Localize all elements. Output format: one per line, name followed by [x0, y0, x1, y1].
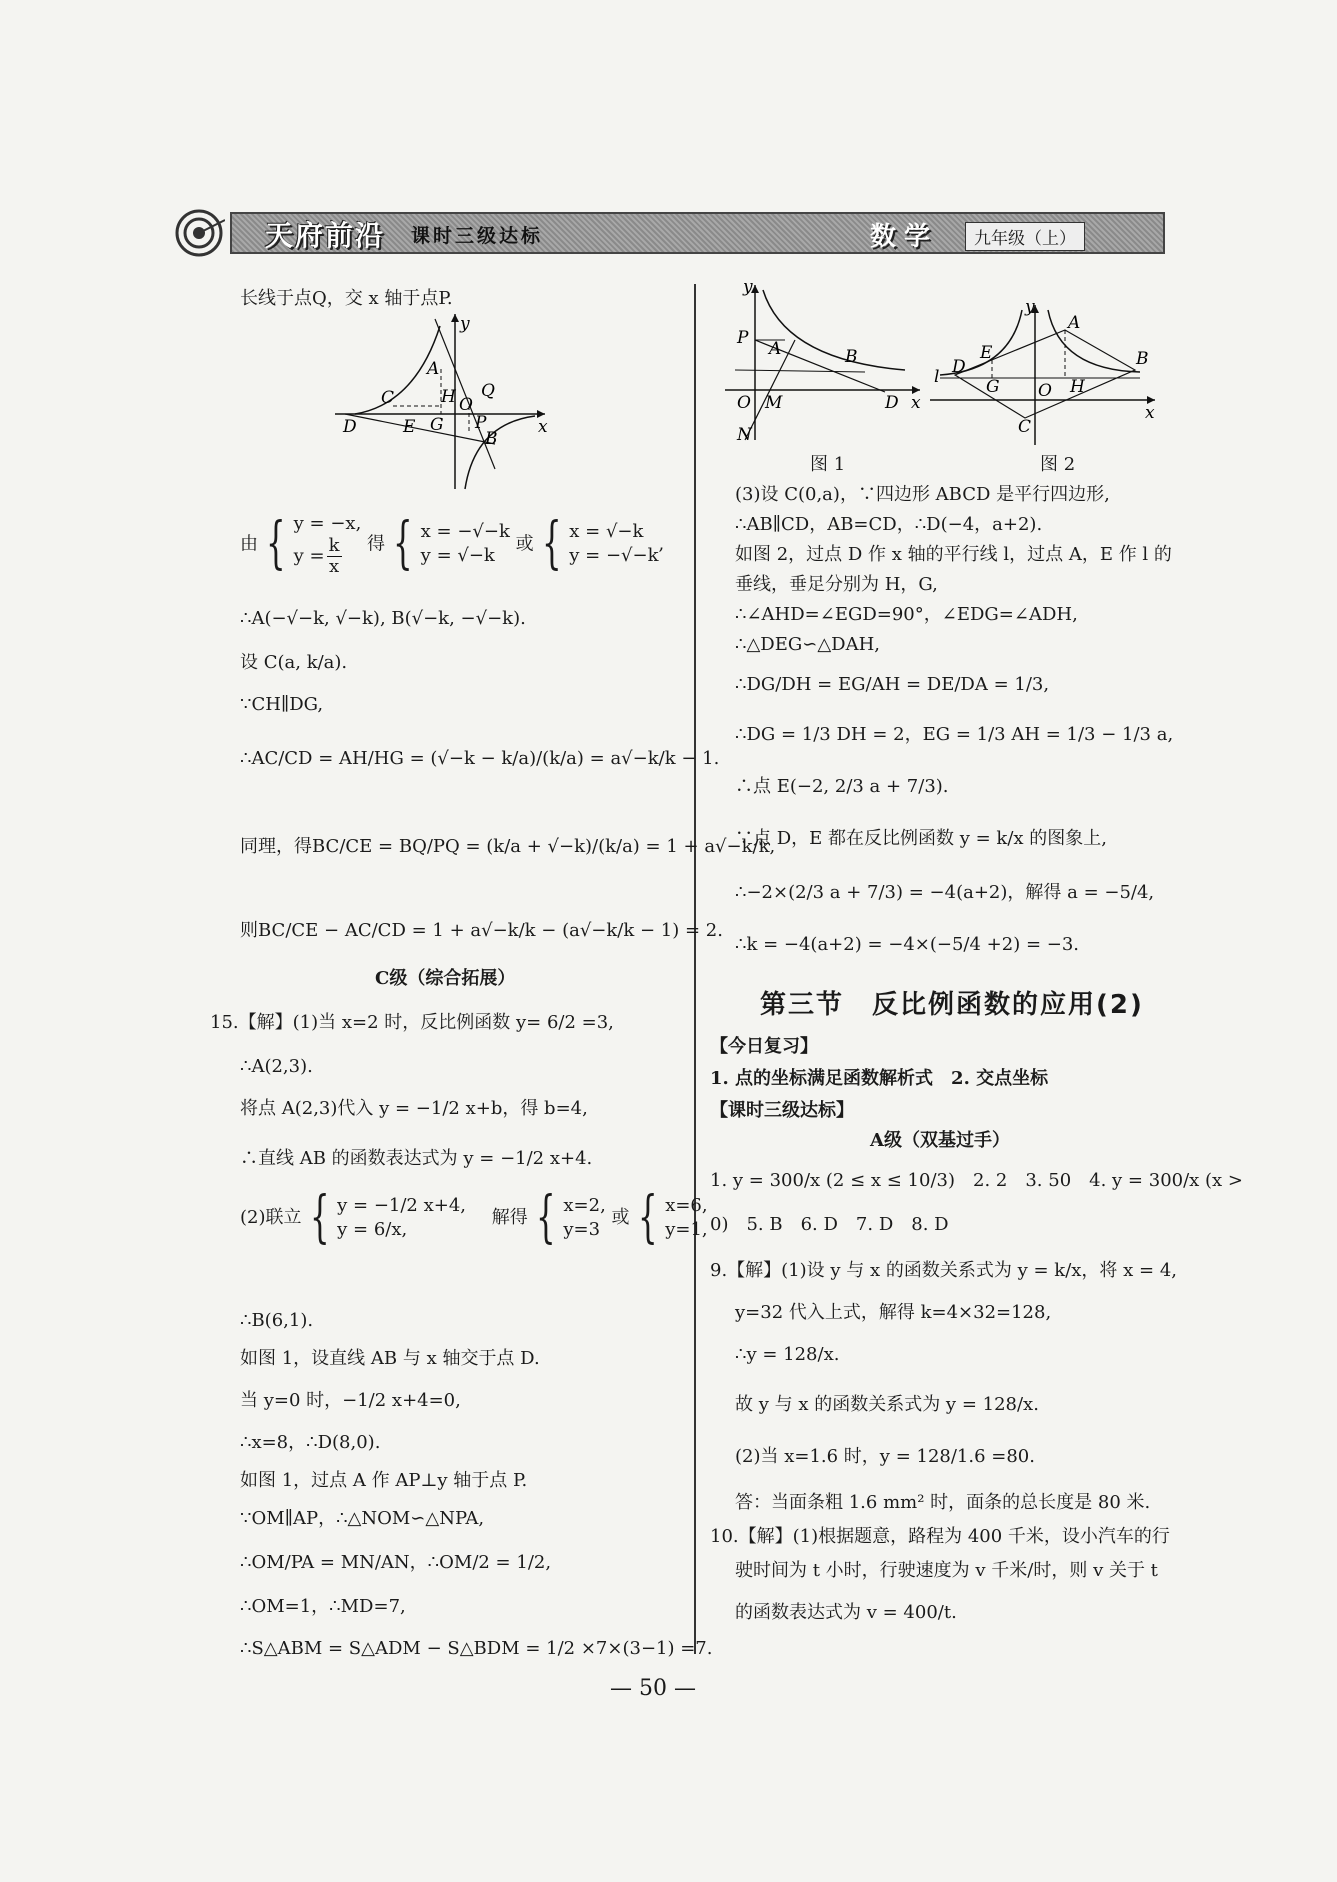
text-line: 故 y 与 x 的函数关系式为 y = 128/x. — [735, 1394, 1039, 1415]
text-line: 当 y=0 时，−1/2 x+4=0, — [240, 1390, 461, 1411]
point-d-label: D — [343, 417, 357, 437]
figure-1-caption: 图 1 — [810, 454, 846, 475]
point-e-label: E — [403, 417, 416, 437]
text-line: ∴DG/DH = EG/AH = DE/DA = 1/3, — [735, 674, 1050, 695]
review-items: 1. 点的坐标满足函数解析式 2. 交点坐标 — [710, 1068, 1049, 1089]
target-logo-icon — [175, 208, 225, 258]
text-line: ∵CH∥DG, — [240, 694, 324, 715]
sol-end: , — [658, 533, 665, 555]
point-d-label: D — [885, 393, 899, 413]
point-p-label: P — [475, 413, 487, 433]
text-line: ∴−2×(2/3 a + 7/3) = −4(a+2)，解得 a = −5/4, — [735, 882, 1155, 903]
text-line: ∴点 E(−2, 2/3 a + 7/3). — [735, 776, 949, 797]
origin-label: O — [737, 393, 751, 413]
text-line: 将点 A(2,3)代入 y = −1/2 x+b，得 b=4, — [240, 1098, 588, 1119]
text-line: ∴A(2,3). — [240, 1056, 313, 1077]
axis-x-label: x — [911, 393, 921, 413]
text-line: ∴△DEG∽△DAH, — [735, 634, 881, 655]
text-line: ∵OM∥AP，∴△NOM∽△NPA, — [240, 1508, 485, 1529]
text-line: ∴A(−√−k, √−k), B(√−k, −√−k). — [240, 608, 526, 629]
text-line: ∴AB∥CD，AB=CD，∴D(−4，a+2). — [735, 514, 1043, 535]
three-level-heading: 【课时三级达标】 — [710, 1100, 854, 1121]
text-or: 或 — [515, 533, 534, 555]
line-l-label: l — [934, 367, 940, 387]
column-divider — [694, 284, 696, 1654]
text-get: 得 — [367, 533, 386, 555]
sol-line: y=1, — [665, 1219, 708, 1240]
text-line: ∴k = −4(a+2) = −4×(−5/4 +2) = −3. — [735, 934, 1080, 955]
text-line: ∴DG = 1/3 DH = 2，EG = 1/3 AH = 1/3 − 1/3 a, — [735, 724, 1174, 745]
text-line: 15.【解】(1)当 x=2 时，反比例函数 y= 6/2 =3, — [210, 1012, 614, 1033]
figure-1 — [725, 280, 925, 450]
point-h-label: H — [1070, 377, 1085, 397]
point-q-label: Q — [481, 381, 495, 401]
sol-line: x = √−k — [569, 521, 644, 543]
equation-system: 由 { y = −x, y = $\frac{k}{x}$ 得 { x = −√−k y = √−k 或 { x = √−k y = −√−k , — [240, 511, 665, 578]
text-line: ∴B(6,1). — [240, 1310, 314, 1331]
right-column — [710, 280, 1244, 1660]
axis-y-label: y — [1025, 300, 1035, 317]
axis-x-label: x — [1145, 403, 1155, 423]
axis-x-label: x — [538, 417, 548, 437]
brand-title: 天府前沿 — [265, 219, 386, 252]
answer-line: 1. y = 300/x (2 ≤ x ≤ 10/3) 2. 2 3. 50 4. y = 300/x (x > — [710, 1170, 1244, 1191]
point-a-label: A — [769, 339, 782, 359]
sol-line: y = √−k — [420, 545, 495, 567]
text-line: ∴直线 AB 的函数表达式为 y = −1/2 x+4. — [240, 1148, 593, 1169]
text-line: 驶时间为 t 小时，行驶速度为 v 千米/时，则 v 关于 t — [735, 1560, 1158, 1581]
text-line: ∴OM/PA = MN/AN，∴OM/2 = 1/2, — [240, 1552, 552, 1573]
text-line: 则BC/CE − AC/CD = 1 + a√−k/k − (a√−k/k − 1) = 2. — [240, 920, 723, 941]
text-line: ∴y = 128/x. — [735, 1344, 840, 1365]
text-solve: 解得 — [491, 1207, 528, 1228]
text-line: 9.【解】(1)设 y 与 x 的函数关系式为 y = k/x，将 x = 4, — [710, 1260, 1177, 1281]
text-line: 长线于点Q，交 x 轴于点P. — [240, 288, 453, 309]
sys-line: y = 6/x, — [337, 1219, 408, 1240]
text-line: ∴OM=1，∴MD=7, — [240, 1596, 406, 1617]
text-line: 10.【解】(1)根据题意，路程为 400 千米，设小汽车的行 — [710, 1526, 1170, 1547]
sol-line: y = −√−k — [569, 545, 659, 567]
text-join: (2)联立 — [240, 1207, 302, 1228]
text-line: 如图 2，过点 D 作 x 轴的平行线 l，过点 A，E 作 l 的 — [735, 544, 1172, 565]
text-line: 如图 1，设直线 AB 与 x 轴交于点 D. — [240, 1348, 540, 1369]
figure-2-caption: 图 2 — [1040, 454, 1076, 475]
point-n-label: N — [737, 425, 752, 445]
sol-line: x = −√−k — [420, 521, 510, 543]
text-line: (3)设 C(0,a)，∵四边形 ABCD 是平行四边形, — [735, 484, 1110, 505]
point-h-label: H — [441, 387, 456, 407]
point-e-label: E — [980, 343, 993, 363]
point-g-label: G — [986, 377, 1000, 397]
text-line: ∴∠AHD=∠EGD=90°，∠EDG=∠ADH, — [735, 604, 1078, 625]
a-level-heading: A级（双基过手） — [870, 1130, 1010, 1151]
subject-label: 数学 — [870, 222, 939, 252]
hyperbola-figure — [335, 314, 555, 494]
text-line: ∴x=8，∴D(8,0). — [240, 1432, 381, 1453]
point-b-label: B — [1136, 349, 1149, 369]
answer-line: 0) 5. B 6. D 7. D 8. D — [710, 1214, 949, 1235]
sol-line: x=2, — [563, 1194, 606, 1216]
point-c-label: C — [1018, 417, 1032, 437]
text-line: ∴S△ABM = S△ADM − S△BDM = 1/2 ×7×(3−1) =7. — [240, 1638, 713, 1659]
point-b-label: B — [845, 347, 858, 367]
point-d-label: D — [952, 357, 966, 377]
page-number: — 50 — — [610, 1676, 696, 1701]
figure-2 — [930, 300, 1160, 450]
text-line: 的函数表达式为 v = 400/t. — [735, 1602, 957, 1623]
sol-line: x=6, — [665, 1194, 708, 1216]
c-level-heading: C级（综合拓展） — [375, 968, 516, 989]
frac-den: x — [329, 556, 340, 578]
sol-line: y=3 — [563, 1219, 601, 1240]
review-heading: 【今日复习】 — [710, 1036, 818, 1057]
text-line: y=32 代入上式，解得 k=4×32=128, — [735, 1302, 1052, 1323]
point-a-label: A — [1068, 313, 1081, 333]
point-g-label: G — [430, 415, 444, 435]
point-a-label: A — [427, 359, 440, 379]
sys-line: y = −x, — [293, 513, 362, 534]
point-p-label: P — [737, 328, 749, 348]
section-title: 第三节 反比例函数的应用(2) — [760, 990, 1144, 1020]
text-line: 答：当面条粗 1.6 mm² 时，面条的总长度是 80 米. — [735, 1492, 1151, 1513]
sys-line: y = — [293, 545, 325, 567]
point-b-label: B — [485, 429, 498, 449]
origin-label: O — [459, 395, 473, 415]
frac-num: k — [328, 535, 340, 557]
sys-line: y = −1/2 x+4, — [337, 1194, 467, 1216]
axis-y-label: y — [460, 314, 470, 334]
text-or: 或 — [611, 1207, 630, 1228]
text-line: 设 C(a, k/a). — [240, 652, 348, 673]
text-line: ∴AC/CD = AH/HG = (√−k − k/a)/(k/a) = a√−k/k − 1. — [240, 748, 720, 769]
origin-label: O — [1038, 381, 1052, 401]
brand-subtitle: 课时三级达标 — [411, 225, 544, 247]
text-line: 垂线，垂足分别为 H，G, — [735, 574, 938, 595]
axis-y-label: y — [743, 280, 753, 297]
point-c-label: C — [381, 388, 395, 408]
text-line: ∵点 D，E 都在反比例函数 y = k/x 的图象上, — [735, 828, 1107, 849]
text-line: 同理，得BC/CE = BQ/PQ = (k/a + √−k)/(k/a) = 1 + a√−k/k, — [240, 836, 776, 857]
point-m-label: M — [765, 393, 783, 413]
equation-system: (2)联立 { y = −1/2 x+4, y = 6/x, 解得 { x=2, y=3 或 { x=6, y=1, — [240, 1185, 708, 1250]
page-header — [175, 208, 1165, 258]
text-line: (2)当 x=1.6 时，y = 128/1.6 =80. — [735, 1446, 1035, 1467]
grade-label: 九年级（上） — [965, 222, 1085, 251]
text-line: 如图 1，过点 A 作 AP⊥y 轴于点 P. — [240, 1470, 528, 1491]
